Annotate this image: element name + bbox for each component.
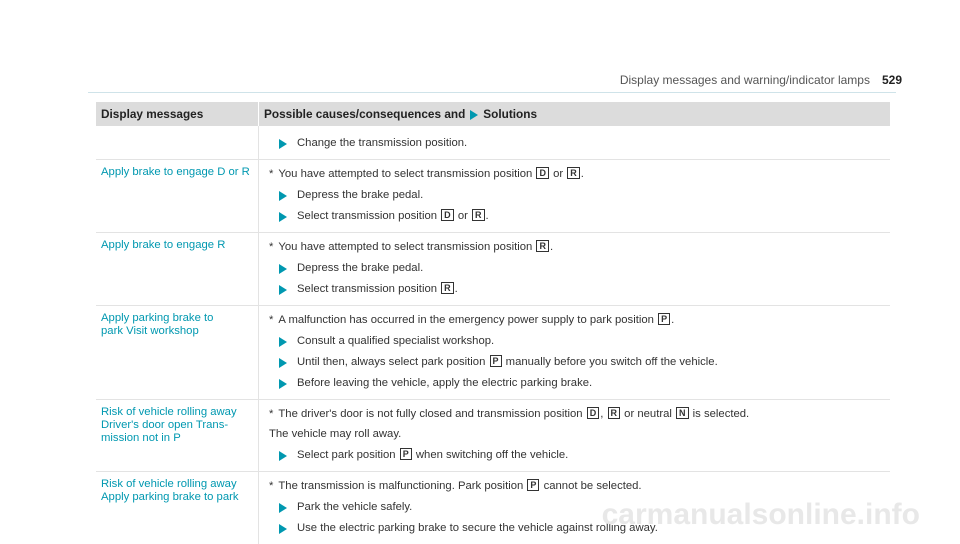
cause-text: * You have attempted to select transmission position D or R .: [269, 166, 885, 182]
arrow-icon: [279, 139, 287, 149]
arrow-icon: [279, 285, 287, 295]
table-row: [96, 126, 890, 160]
cause-text: * The transmission is malfunctioning. Park position P cannot be selected.: [269, 478, 885, 494]
cause-cell: [259, 160, 891, 233]
key-r-icon: R: [608, 407, 621, 419]
message-cell: [96, 126, 259, 160]
key-d-icon: D: [587, 407, 600, 419]
message-cell: Apply brake to engage R: [96, 233, 259, 306]
solution-step: Before leaving the vehicle, apply the electric parking brake.: [269, 376, 885, 391]
solution-step: Depress the brake pedal.: [269, 261, 885, 276]
solution-step: Select transmission position R .: [269, 282, 885, 297]
solution-step: Select transmission position D or R .: [269, 209, 885, 224]
key-d-icon: D: [536, 167, 549, 179]
arrow-icon: [279, 379, 287, 389]
arrow-icon: [279, 191, 287, 201]
key-r-icon: R: [441, 282, 454, 294]
cause-text: * The driver's door is not fully closed and transmission position D , R or neutral N is selected.: [269, 406, 885, 422]
key-p-icon: P: [400, 448, 412, 460]
solution-step: Change the transmission position.: [269, 136, 885, 151]
cause-text: * A malfunction has occurred in the emergency power supply to park position P .: [269, 312, 885, 328]
arrow-icon: [279, 358, 287, 368]
arrow-icon: [279, 503, 287, 513]
watermark: carmanualsonline.info: [602, 498, 920, 532]
message-cell: Apply parking brake to park Visit workshop: [96, 306, 259, 400]
solution-step: Use the electric parking brake to secure the vehicle against rolling away.: [269, 521, 885, 536]
page-number: 529: [882, 73, 902, 87]
key-p-icon: P: [490, 355, 502, 367]
table-header-row: [96, 102, 890, 126]
table-row: [96, 160, 890, 233]
solution-step: Park the vehicle safely.: [269, 500, 885, 515]
cause-cell: [259, 233, 891, 306]
message-cell: Risk of vehicle rolling away Driver's door open Trans- mission not in P: [96, 400, 259, 472]
note-text: The vehicle may roll away.: [269, 426, 885, 442]
table-row: [96, 400, 890, 472]
key-n-icon: N: [676, 407, 689, 419]
header-title: Display messages and warning/indicator lamps: [620, 73, 870, 87]
cause-cell: [259, 126, 891, 160]
solution-step: Select park position P when switching off the vehicle.: [269, 448, 885, 463]
cause-text: * You have attempted to select transmission position R .: [269, 239, 885, 255]
col-header-causes: Possible causes/consequences and Solutions: [259, 102, 891, 126]
key-r-icon: R: [472, 209, 485, 221]
header-divider: [88, 92, 896, 93]
message-cell: Risk of vehicle rolling away Apply parking brake to park: [96, 472, 259, 544]
arrow-icon: [279, 264, 287, 274]
cause-cell: [259, 306, 891, 400]
key-d-icon: D: [441, 209, 454, 221]
table-row: [96, 306, 890, 400]
key-r-icon: R: [536, 240, 549, 252]
arrow-icon: [279, 212, 287, 222]
key-p-icon: P: [658, 313, 670, 325]
solution-step: Consult a qualified specialist workshop.: [269, 334, 885, 349]
col-header-messages: Display messages: [96, 102, 259, 126]
arrow-icon: [279, 451, 287, 461]
arrow-icon: [470, 110, 478, 120]
page-header: [620, 73, 902, 87]
display-messages-table: [96, 102, 890, 544]
key-p-icon: P: [527, 479, 539, 491]
message-cell: Apply brake to engage D or R: [96, 160, 259, 233]
arrow-icon: [279, 337, 287, 347]
solution-step: Depress the brake pedal.: [269, 188, 885, 203]
solution-step: Until then, always select park position P manually before you switch off the vehicle.: [269, 355, 885, 370]
table-row: [96, 233, 890, 306]
key-r-icon: R: [567, 167, 580, 179]
cause-cell: [259, 400, 891, 472]
